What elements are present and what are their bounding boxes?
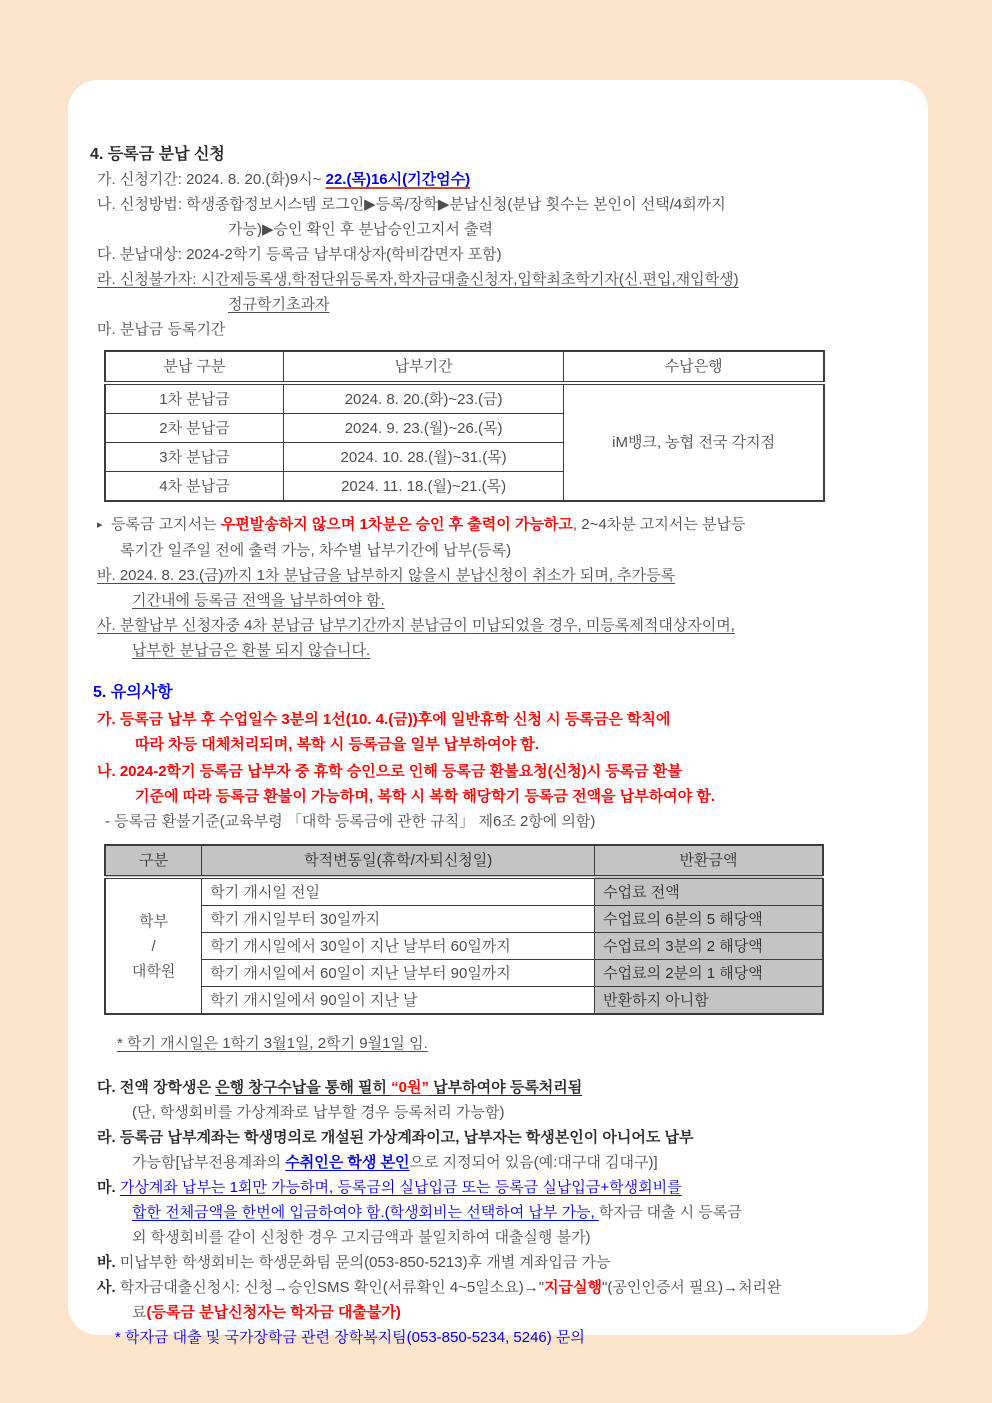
col-header-installment-type: 분납 구분 — [105, 351, 283, 383]
refund-amount: 수업료의 6분의 5 해당액 — [595, 906, 823, 933]
postal-notice-pre: 등록금 고지서는 — [111, 516, 221, 533]
unpaid-fee-line: 바. 미납부한 학생회비는 학생문화팀 문의(053-850-5213)후 개별 계좌입금 가능 — [97, 1254, 611, 1271]
postal-notice-post: , 2~4차분 고지서는 분납등 — [572, 516, 746, 533]
installment-period: 2024. 8. 20.(화)~23.(금) — [283, 383, 563, 414]
installment-period: 2024. 11. 18.(월)~21.(목) — [283, 472, 563, 502]
section4-heading: 4. 등록금 분납 신청 — [90, 146, 225, 163]
table-row — [105, 906, 823, 933]
table-row — [105, 383, 824, 414]
virtual-account-payment-line-3: 외 학생회비를 같이 신청한 경우 고지금액과 불일치하여 대출실행 불가) — [132, 1229, 591, 1246]
postal-notice-line-1 — [90, 512, 900, 538]
cancellation-notice-line-2: 기간내에 등록금 전액을 납부하여야 함. — [132, 592, 385, 609]
section-cautions — [90, 680, 900, 1350]
ineligible-line-2: 정규학기초과자 — [228, 296, 330, 313]
leave-absence-notice-line-1: 가. 등록금 납부 후 수업일수 3분의 1선(10. 4.(금))후에 일반휴학 신청 시 등록금은 학칙에 — [97, 711, 671, 728]
installment-schedule-table — [104, 350, 825, 502]
col-header-category: 구분 — [105, 845, 202, 877]
scholarship-label: 다. 전액 장학생은 — [97, 1079, 216, 1096]
virtual-account-line-1: 라. 등록금 납부계좌는 학생명의로 개설된 가상계좌이고, 납부자는 학생본인이 아니어도 납부 — [97, 1129, 694, 1146]
virtual-account-line-2: 가능함[납부전용계좌의 수취인은 학생 본인으로 지정되어 있음(예:대구대 김대구)] — [132, 1154, 658, 1171]
installment-period: 2024. 10. 28.(월)~31.(목) — [283, 443, 563, 472]
non-refund-notice-line-2: 납부한 분납금은 환불 되지 않습니다. — [132, 642, 371, 659]
semester-start-note: * 학기 개시일은 1학기 3월1일, 2학기 9월1일 임. — [117, 1035, 428, 1052]
non-refund-notice-line-1: 사. 분할납부 신청자중 4차 분납금 납부기간까지 분납금이 미납되었을 경우, 미등록제적대상자이며, — [97, 617, 735, 634]
zero-won-text: “0원” — [391, 1079, 430, 1096]
loan-contact-line: * 학자금 대출 및 국가장학금 관련 장학복지팀(053-850-5234, 5246) 문의 — [115, 1329, 585, 1346]
installment-target-line: 다. 분납대상: 2024-2학기 등록금 납부대상자(학비감면자 포함) — [97, 246, 502, 263]
installment-name: 3차 분납금 — [105, 443, 283, 472]
postal-notice-line-2: 록기간 일주일 전에 출력 가능, 차수별 납부기간에 납부(등록) — [120, 542, 512, 559]
installment-period: 2024. 9. 23.(월)~26.(목) — [283, 414, 563, 443]
loan-prohibited-text: (등록금 분납신청자는 학자금 대출불가) — [146, 1304, 401, 1321]
installment-name: 1차 분납금 — [105, 383, 283, 414]
triangle-bullet-icon: ▸ — [97, 519, 103, 531]
registration-period-line: 마. 분납금 등록기간 — [97, 321, 226, 338]
refund-request-notice-line-1: 나. 2024-2학기 등록금 납부자 중 휴학 승인으로 인해 등록금 환불요청(신청)시 등록금 환불 — [97, 763, 682, 780]
col-header-refund-amount: 반환금액 — [595, 845, 823, 877]
virtual-account-payment-line-1: 마. 가상계좌 납부는 1회만 가능하며, 등록금의 실납입금 또는 등록금 실납입금+학생회비를 — [97, 1179, 682, 1196]
bank-cell: iM뱅크, 농협 전국 각지점 — [564, 383, 824, 501]
loan-application-line-2: 료(등록금 분납신청자는 학자금 대출불가) — [132, 1304, 401, 1321]
scholarship-payment-line: 다. 전액 장학생은 은행 창구수납을 통해 필히 “0원” 납부하여야 등록처리됨 — [97, 1079, 583, 1096]
refund-amount: 수업료 전액 — [595, 877, 823, 906]
scholarship-payment-sub-line: (단, 학생회비를 가상계좌로 납부할 경우 등록처리 가능함) — [132, 1104, 505, 1121]
refund-standard-note: - 등록금 환불기준(교육부령 「대학 등록금에 관한 규칙」 제6조 2항에 의함) — [105, 813, 596, 830]
virtual-account-payment-line-2: 합한 전체금액을 한번에 입금하여야 함.(학생회비는 선택하여 납부 가능, 학자금 대출 시 등록금 — [132, 1204, 742, 1221]
refund-request-notice-line-2: 기준에 따라 등록금 환불이 가능하며, 복학 시 복학 해당학기 등록금 전액을 납부하여야 함. — [135, 788, 715, 805]
postal-notice-red: 우편발송하지 않으며 1차분은 승인 후 출력이 가능하고 — [220, 516, 573, 533]
application-method-line-1: 나. 신청방법: 학생종합정보시스템 로그인▶등록/장학▶분납신청(분납 횟수는 본인이 선택/4회까지 — [97, 196, 726, 213]
change-date: 학기 개시일에서 30일이 지난 날부터 60일까지 — [202, 933, 595, 960]
refund-standard-table — [104, 844, 824, 1015]
table-header-row — [105, 845, 823, 877]
table-row — [105, 933, 823, 960]
document-card — [68, 80, 928, 1346]
application-period-text: 가. 신청기간: 2024. 8. 20.(화)9시~ — [97, 171, 326, 188]
application-period-line — [90, 167, 900, 192]
payee-student-text: 수취인은 학생 본인 — [285, 1154, 410, 1171]
installment-name: 2차 분납금 — [105, 414, 283, 443]
change-date: 학기 개시일에서 60일이 지난 날부터 90일까지 — [202, 960, 595, 987]
refund-amount: 수업료의 3분의 2 해당액 — [595, 933, 823, 960]
table-row — [105, 987, 823, 1015]
change-date: 학기 개시일 전일 — [202, 877, 595, 906]
col-header-change-date: 학적변동일(휴학/자퇴신청일) — [202, 845, 595, 877]
loan-execution-text: 지급실행 — [544, 1279, 603, 1296]
col-header-payment-period: 납부기간 — [283, 351, 563, 383]
table-row — [105, 877, 823, 906]
ineligible-line-1: 라. 신청불가자: 시간제등록생,학점단위등록자,학자금대출신청자,입학최초학기자(신.편입,재입학생) — [97, 271, 739, 288]
table-row — [105, 960, 823, 987]
group-cell: 학부 / 대학원 — [105, 877, 202, 1014]
refund-amount: 수업료의 2분의 1 해당액 — [595, 960, 823, 987]
leave-absence-notice-line-2: 따라 차등 대체처리되며, 복학 시 등록금을 일부 납부하여야 함. — [135, 736, 539, 753]
change-date: 학기 개시일에서 90일이 지난 날 — [202, 987, 595, 1015]
application-method-line-2: 가능)▶승인 확인 후 분납승인고지서 출력 — [228, 221, 494, 238]
section-installment-application — [90, 142, 900, 663]
loan-application-line-1: 사. 학자금대출신청시: 신청→승인SMS 확인(서류확인 4~5일소요)→"지급실행"(공인인증서 필요)→처리완 — [97, 1279, 782, 1296]
col-header-bank: 수납은행 — [564, 351, 824, 383]
cancellation-notice-line-1: 바. 2024. 8. 23.(금)까지 1차 분납금을 납부하지 않을시 분납신청이 취소가 되며, 추가등록 — [97, 567, 676, 584]
application-deadline-link[interactable]: 22.(목)16시(기간엄수) — [325, 171, 471, 188]
refund-amount: 반환하지 아니함 — [595, 987, 823, 1015]
installment-name: 4차 분납금 — [105, 472, 283, 502]
table-header-row — [105, 351, 824, 383]
change-date: 학기 개시일부터 30일까지 — [202, 906, 595, 933]
section5-heading: 5. 유의사항 — [93, 684, 173, 701]
